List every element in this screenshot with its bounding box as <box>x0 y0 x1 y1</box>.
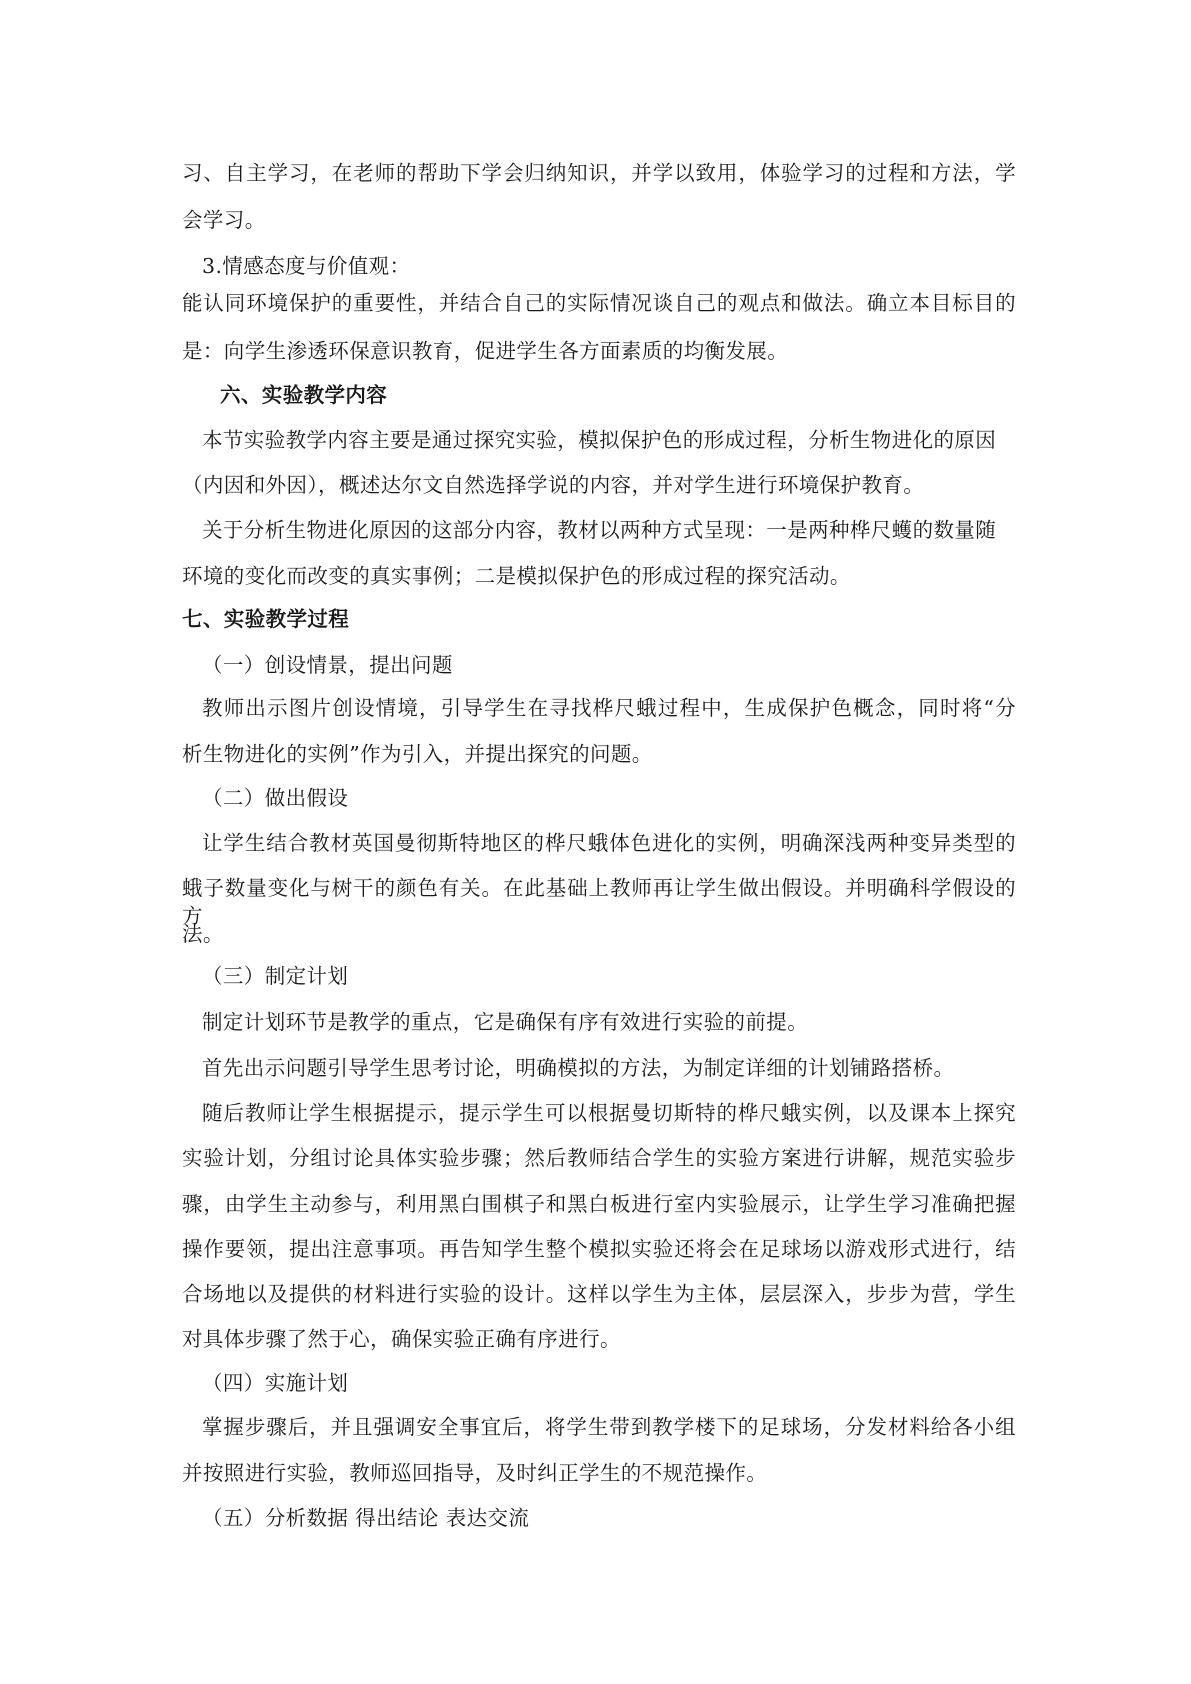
subsection-heading: （二）做出假设 <box>202 786 349 810</box>
paragraph-line: 3.情感态度与价值观： <box>202 254 411 278</box>
paragraph-line: 操作要领，提出注意事项。再告知学生整个模拟实验还将会在足球场以游戏形式进行，结 <box>182 1237 1016 1261</box>
paragraph-line: 环境的变化而改变的真实事例；二是模拟保护色的形成过程的探究活动。 <box>182 564 851 588</box>
paragraph-line: 对具体步骤了然于心，确保实验正确有序进行。 <box>182 1327 621 1351</box>
subsection-heading: （五）分析数据 得出结论 表达交流 <box>202 1506 530 1530</box>
paragraph-line: 首先出示问题引导学生思考讨论，明确模拟的方法，为制定详细的计划铺路搭桥。 <box>202 1056 955 1080</box>
section-heading: 七、实验教学过程 <box>182 607 350 631</box>
paragraph-line: 并按照进行实验，教师巡回指导，及时纠正学生的不规范操作。 <box>182 1461 768 1485</box>
paragraph-line: 合场地以及提供的材料进行实验的设计。这样以学生为主体，层层深入，步步为营，学生 <box>182 1282 1016 1306</box>
paragraph-line: （内因和外因），概述达尔文自然选择学说的内容，并对学生进行环境保护教育。 <box>182 473 925 497</box>
subsection-heading: （三）制定计划 <box>202 964 349 988</box>
paragraph-line: 本节实验教学内容主要是通过探究实验，模拟保护色的形成过程，分析生物进化的原因 <box>202 428 997 452</box>
subsection-heading: （一）创设情景，提出问题 <box>202 653 453 677</box>
paragraph-line: 随后教师让学生根据提示，提示学生可以根据曼切斯特的桦尺蛾实例，以及课本上探究 <box>202 1101 1016 1125</box>
paragraph-line: 会学习。 <box>182 208 266 232</box>
paragraph-line: 是：向学生渗透环保意识教育，促进学生各方面素质的均衡发展。 <box>182 339 789 363</box>
paragraph-line: 析生物进化的实例”作为引入，并提出探究的问题。 <box>182 742 653 766</box>
subsection-heading: （四）实施计划 <box>202 1371 349 1395</box>
paragraph-line: 法。 <box>182 922 224 946</box>
paragraph-line: 习、自主学习，在老师的帮助下学会归纳知识，并学以致用，体验学习的过程和方法，学 <box>182 161 1016 185</box>
paragraph-line: 教师出示图片创设情境，引导学生在寻找桦尺蛾过程中，生成保护色概念，同时将“分 <box>202 696 1016 720</box>
paragraph-line: 蛾子数量变化与树干的颜色有关。在此基础上教师再让学生做出假设。并明确科学假设的方 <box>182 876 1016 928</box>
paragraph-line: 掌握步骤后，并且强调安全事宜后，将学生带到教学楼下的足球场，分发材料给各小组 <box>202 1415 1016 1439</box>
paragraph-line: 骤，由学生主动参与，利用黑白围棋子和黑白板进行室内实验展示，让学生学习准确把握 <box>182 1192 1016 1216</box>
paragraph-line: 实验计划，分组讨论具体实验步骤；然后教师结合学生的实验方案进行讲解，规范实验步 <box>182 1146 1016 1170</box>
paragraph-line: 让学生结合教材英国曼彻斯特地区的桦尺蛾体色进化的实例，明确深浅两种变异类型的 <box>202 831 1016 855</box>
paragraph-line: 能认同环境保护的重要性，并结合自己的实际情况谈自己的观点和做法。确立本目标目的 <box>182 291 1016 315</box>
paragraph-line: 制定计划环节是教学的重点，它是确保有序有效进行实验的前提。 <box>202 1010 809 1034</box>
paragraph-line: 关于分析生物进化原因的这部分内容，教材以两种方式呈现：一是两种桦尺蠖的数量随 <box>202 518 997 542</box>
section-heading: 六、实验教学内容 <box>220 383 388 407</box>
